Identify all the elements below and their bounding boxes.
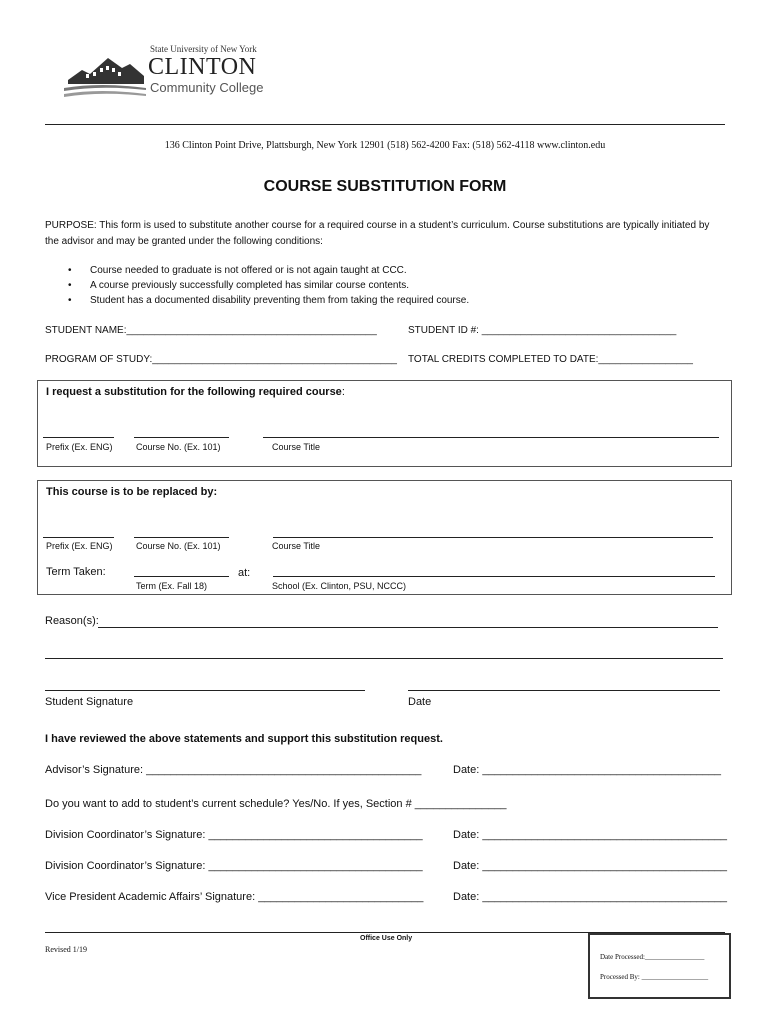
school-caption: School (Ex. Clinton, PSU, NCCC) (272, 581, 407, 591)
at-label: at: (238, 567, 251, 579)
student-signature-line[interactable] (45, 690, 365, 691)
office-use-box (588, 933, 731, 999)
condition-item: • Student has a documented disability preventing them from taking the required course. (68, 293, 469, 308)
form-title: COURSE SUBSTITUTION FORM (263, 178, 507, 195)
building-logo-icon (60, 42, 150, 102)
date-processed-field[interactable]: Date Processed:_________________ (600, 953, 705, 961)
reasons-line-2[interactable] (45, 658, 723, 659)
course-title-line[interactable] (263, 437, 719, 438)
reasons-line-1[interactable] (98, 627, 718, 628)
conditions-list (68, 263, 469, 308)
college-logo (60, 42, 280, 102)
institution-top: State University of New York (150, 44, 257, 54)
term-line[interactable] (134, 576, 229, 577)
prefix-caption: Prefix (Ex. ENG) (46, 442, 113, 452)
processed-by-field[interactable]: Processed By: ___________________ (600, 973, 709, 981)
division-coordinator-1-field[interactable]: Division Coordinator’s Signature: ___________________________________ (45, 829, 423, 841)
replacement-prefix-line[interactable] (43, 537, 114, 538)
vp-date-field[interactable]: Date: ________________________________________ (453, 891, 728, 903)
condition-item: • A course previously successfully completed has similar course contents. (68, 278, 469, 293)
division-coordinator-2-field[interactable]: Division Coordinator’s Signature: ___________________________________ (45, 860, 423, 872)
reasons-label: Reason(s): (45, 615, 99, 627)
replacement-course-title-caption: Course Title (272, 541, 321, 551)
vp-signature-field[interactable]: Vice President Academic Affairs’ Signature: ___________________________ (45, 891, 424, 903)
review-statement: I have reviewed the above statements and support this substitution request. (45, 733, 443, 745)
required-course-box (37, 380, 732, 467)
student-date-label: Date (408, 696, 432, 708)
advisor-signature-field[interactable]: Advisor’s Signature: _____________________________________________ (45, 764, 422, 776)
address-line: 136 Clinton Point Drive, Plattsburgh, New York 12901 (518) 562-4200 Fax: (518) 562-4118 www.clinton.edu (164, 140, 606, 151)
replacement-course-box (37, 480, 732, 595)
institution-name: CLINTON (148, 54, 257, 80)
term-caption: Term (Ex. Fall 18) (136, 581, 208, 591)
school-line[interactable] (273, 576, 715, 577)
course-no-line[interactable] (134, 437, 229, 438)
credits-field[interactable]: TOTAL CREDITS COMPLETED TO DATE:_________________ (408, 354, 693, 365)
division-coordinator-2-date[interactable]: Date: ________________________________________ (453, 860, 728, 872)
replacement-course-no-caption: Course No. (Ex. 101) (136, 541, 221, 551)
division-coordinator-1-date[interactable]: Date: ________________________________________ (453, 829, 728, 841)
program-field[interactable]: PROGRAM OF STUDY:____________________________________________ (45, 354, 397, 365)
replacement-prefix-caption: Prefix (Ex. ENG) (46, 541, 113, 551)
prefix-line[interactable] (43, 437, 114, 438)
required-heading: I request a substitution for the following required course: (46, 386, 345, 398)
term-taken-label: Term Taken: (46, 566, 106, 578)
schedule-question[interactable]: Do you want to add to student’s current schedule? Yes/No. If yes, Section # _______________ (45, 798, 507, 810)
advisor-date-field[interactable]: Date: _______________________________________ (453, 764, 721, 776)
purpose-text: PURPOSE: This form is used to substitute another course for a required course in a student’s curriculum. Course substitutions are typically initiated by the advisor and may be granted under the following conditions: (45, 220, 710, 247)
header-divider (45, 124, 725, 125)
student-date-line[interactable] (408, 690, 720, 691)
student-signature-label: Student Signature (45, 696, 134, 708)
replacement-heading: This course is to be replaced by: (46, 486, 218, 498)
course-title-caption: Course Title (272, 442, 321, 452)
student-id-field[interactable]: STUDENT ID #: ___________________________________ (408, 325, 677, 336)
condition-item: • Course needed to graduate is not offered or is not again taught at CCC. (68, 263, 469, 278)
revised-label: Revised 1/19 (45, 945, 87, 954)
replacement-course-title-line[interactable] (273, 537, 713, 538)
office-use-label: Office Use Only (360, 935, 413, 942)
replacement-course-no-line[interactable] (134, 537, 229, 538)
institution-sub: Community College (150, 80, 264, 95)
course-no-caption: Course No. (Ex. 101) (136, 442, 221, 452)
student-name-field[interactable]: STUDENT NAME:_____________________________________________ (45, 325, 377, 336)
